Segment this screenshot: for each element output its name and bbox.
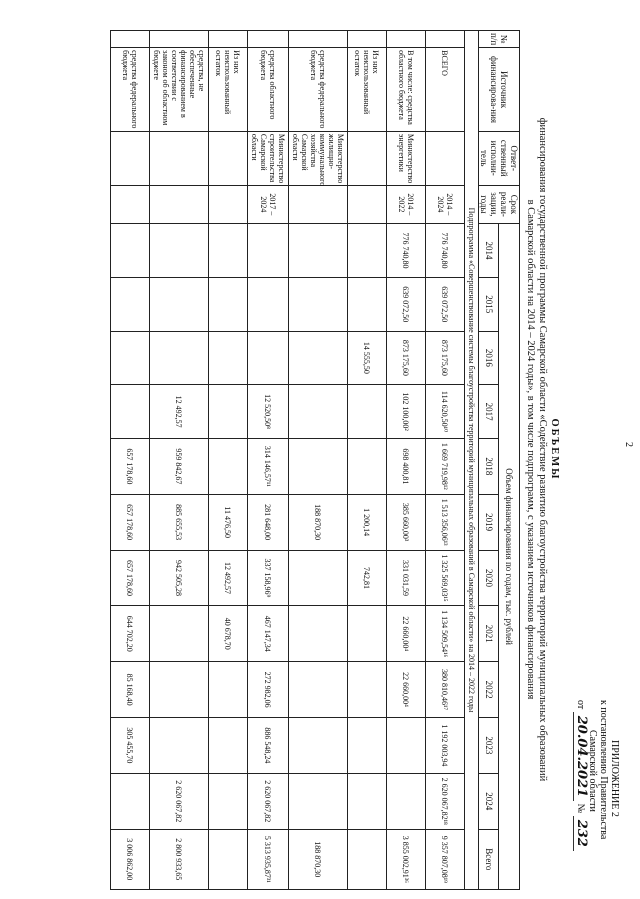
row-value-2022: 22 660,00⁴ <box>387 662 426 718</box>
title-heading: ОБЪЕМЫ <box>549 418 560 481</box>
row-value-2020: 942 505,28 <box>150 550 209 606</box>
row-value-2018: 657 178,60 <box>111 438 150 494</box>
row-value-2023 <box>209 717 248 773</box>
row-period <box>348 185 387 224</box>
row-value-2014 <box>111 224 150 278</box>
row-source: средства федерального бюджета <box>289 48 348 132</box>
row-value-2020 <box>289 550 348 606</box>
header-year: 2018 <box>479 438 500 494</box>
row-period: 2017 – 2024 <box>248 185 289 224</box>
row-total: 5 313 935,87³¹ <box>248 829 289 889</box>
header-year: 2016 <box>479 331 500 385</box>
row-value-2019: 885 655,53 <box>150 494 209 550</box>
row-value-2021 <box>289 606 348 662</box>
row-value-2024: 2 620 067,82 <box>248 773 289 829</box>
row-executor <box>348 131 387 185</box>
row-value-2016 <box>209 331 248 385</box>
table-header-row <box>499 31 520 890</box>
row-value-2023 <box>289 717 348 773</box>
row-value-2016 <box>289 331 348 385</box>
row-value-2022 <box>209 662 248 718</box>
table-body <box>111 31 479 890</box>
row-total: 2 800 933,65 <box>150 829 209 889</box>
row-period <box>209 185 248 224</box>
row-value-2023 <box>348 717 387 773</box>
row-value-2017: 12 492,57 <box>150 385 209 439</box>
row-value-2024: 2 620 067,82 <box>150 773 209 829</box>
row-value-2014: 776 740,80 <box>387 224 426 278</box>
row-value-2018 <box>209 438 248 494</box>
header-year: 2024 <box>479 773 500 829</box>
header-year: 2015 <box>479 277 500 331</box>
row-source: В том числе: средства областного бюджета <box>387 48 426 132</box>
row-value-2023: 1 192 003,94 <box>426 717 465 773</box>
row-value-2021: 467 147,34 <box>248 606 289 662</box>
row-value-2014 <box>209 224 248 278</box>
row-value-2016: 873 175,60 <box>426 331 465 385</box>
row-executor: Министерство строительства Самарской области <box>248 131 289 185</box>
row-value-2018: 959 842,67 <box>150 438 209 494</box>
row-value-2015 <box>150 277 209 331</box>
row-value-2014 <box>289 224 348 278</box>
table-row <box>289 31 348 890</box>
header-year: 2017 <box>479 385 500 439</box>
row-total <box>348 829 387 889</box>
row-value-2022 <box>289 662 348 718</box>
row-value-2023: 305 455,70 <box>111 717 150 773</box>
row-value-2020: 331 031,59 <box>387 550 426 606</box>
subprogram-title: Подпрограмма «Совершенствование системы благоустройства территорий муниципальных образований в Самарской области» на 2014 – 2022 годы <box>465 31 479 890</box>
row-value-2021 <box>348 606 387 662</box>
row-value-2020: 1 325 569,03¹⁵ <box>426 550 465 606</box>
appendix-title: ПРИЛОЖЕНИЕ 2 <box>609 740 620 817</box>
row-value-2024 <box>209 773 248 829</box>
row-value-2015 <box>348 277 387 331</box>
row-value-2019: 385 660,00³ <box>387 494 426 550</box>
header-volume: Объем финансирования по годам, тыс. рублей <box>499 224 520 890</box>
row-value-2015 <box>209 277 248 331</box>
appendix-date-line <box>575 700 587 851</box>
row-value-2024 <box>348 773 387 829</box>
header-executor: Ответ-ственный исполни-тель <box>479 131 520 185</box>
row-period <box>111 185 150 224</box>
row-value-2017: 102 100,00² <box>387 385 426 439</box>
row-period <box>289 185 348 224</box>
row-value-2016: 873 175,60 <box>387 331 426 385</box>
row-value-2014 <box>348 224 387 278</box>
row-value-2021 <box>150 606 209 662</box>
row-value-2014: 776 740,80 <box>426 224 465 278</box>
page-number: 2 <box>623 442 634 447</box>
header-year: 2019 <box>479 494 500 550</box>
table-row <box>209 31 248 890</box>
row-value-2014 <box>248 224 289 278</box>
row-value-2017: 114 620,50¹⁰ <box>426 385 465 439</box>
table-row <box>348 31 387 890</box>
row-source: средства федерального бюджета <box>111 48 150 132</box>
row-number-cell <box>348 31 387 48</box>
row-value-2017: 12 520,50⁸ <box>248 385 289 439</box>
table-row <box>248 31 289 890</box>
number-prefix: № <box>575 803 586 814</box>
date-prefix: от <box>575 700 586 710</box>
document-title <box>524 0 560 899</box>
row-executor: Министерство жилищно-коммунального хозяйства Самарской области <box>289 131 348 185</box>
handwritten-number: 232 <box>573 816 589 851</box>
row-total: 3 006 862,00 <box>111 829 150 889</box>
row-number-cell <box>150 31 209 48</box>
table-row <box>150 31 209 890</box>
header-year: 2023 <box>479 717 500 773</box>
row-value-2017 <box>289 385 348 439</box>
header-year: 2020 <box>479 550 500 606</box>
row-value-2016 <box>111 331 150 385</box>
row-value-2021: 22 660,00⁴ <box>387 606 426 662</box>
row-source: Из них неиспользованный остаток <box>209 48 248 132</box>
header-number: № п/п <box>479 31 520 48</box>
row-value-2018 <box>348 438 387 494</box>
subprogram-row <box>465 31 479 890</box>
row-executor <box>426 131 465 185</box>
row-number-cell <box>248 31 289 48</box>
row-value-2016 <box>248 331 289 385</box>
row-value-2015 <box>289 277 348 331</box>
row-value-2020: 337 158,96⁹ <box>248 550 289 606</box>
row-source: средства областного бюджета <box>248 48 289 132</box>
row-value-2015 <box>248 277 289 331</box>
header-period: Срок реали-зации, годы <box>479 185 520 224</box>
row-value-2018 <box>289 438 348 494</box>
row-value-2022: 85 168,40 <box>111 662 150 718</box>
header-total: Всего <box>479 829 500 889</box>
row-total <box>209 829 248 889</box>
row-value-2017 <box>111 385 150 439</box>
row-value-2015 <box>111 277 150 331</box>
row-value-2020: 657 178,60 <box>111 550 150 606</box>
title-line1: финансирования государственной программы Самарской области «Содействие развитию благоустройства территорий муниципальных образований <box>537 117 548 782</box>
row-value-2019: 1 200,14 <box>348 494 387 550</box>
row-value-2023 <box>387 717 426 773</box>
row-number-cell <box>209 31 248 48</box>
row-total: 3 855 002,91³⁶ <box>387 829 426 889</box>
row-value-2015: 639 072,50 <box>426 277 465 331</box>
row-value-2023: 886 548,24 <box>248 717 289 773</box>
handwritten-date: 20.04.2021 <box>573 712 589 801</box>
row-value-2020: 742,81 <box>348 550 387 606</box>
row-value-2021: 1 134 509,54¹⁶ <box>426 606 465 662</box>
row-period: 2014 – 2022 <box>387 185 426 224</box>
row-value-2019: 188 870,30 <box>289 494 348 550</box>
row-value-2022 <box>348 662 387 718</box>
row-executor: Министерство энергетики <box>387 131 426 185</box>
title-line2: в Самарской области на 2014 – 2024 годы», в том числе подпрограмм, с указанием источников финансирования <box>525 199 536 700</box>
row-value-2021: 644 702,20 <box>111 606 150 662</box>
row-value-2020: 12 492,57 <box>209 550 248 606</box>
row-number-cell <box>387 31 426 48</box>
row-value-2024 <box>387 773 426 829</box>
row-value-2017 <box>209 385 248 439</box>
row-total: 9 357 807,08¹⁹ <box>426 829 465 889</box>
row-source: средства, не обеспеченные финансированием в соответствии с законом об областном бюджете <box>150 48 209 132</box>
row-value-2022 <box>150 662 209 718</box>
row-period: 2014 – 2024 <box>426 185 465 224</box>
row-total: 188 870,30 <box>289 829 348 889</box>
row-executor <box>111 131 150 185</box>
row-value-2017 <box>348 385 387 439</box>
appendix-block <box>575 700 620 851</box>
row-value-2015: 639 072,50 <box>387 277 426 331</box>
row-value-2019: 1 513 356,06¹³ <box>426 494 465 550</box>
row-number-cell <box>426 31 465 48</box>
row-value-2019: 11 476,50 <box>209 494 248 550</box>
row-value-2019: 657 178,60 <box>111 494 150 550</box>
row-value-2022: 380 810,46¹⁷ <box>426 662 465 718</box>
row-value-2024 <box>111 773 150 829</box>
row-value-2014 <box>150 224 209 278</box>
row-value-2021: 40 678,70 <box>209 606 248 662</box>
row-value-2018: 1 669 719,98¹² <box>426 438 465 494</box>
row-value-2024: 2 620 067,82¹⁸ <box>426 773 465 829</box>
header-source: Источник финансирова-ния <box>479 48 520 132</box>
row-source: Из них неиспользованный остаток <box>348 48 387 132</box>
table-row <box>426 31 465 890</box>
header-year: 2014 <box>479 224 500 278</box>
row-number-cell <box>289 31 348 48</box>
appendix-line2: к постановлению Правительства <box>598 700 609 840</box>
row-number-cell <box>111 31 150 48</box>
row-value-2018: 698 400,81 <box>387 438 426 494</box>
row-value-2016 <box>150 331 209 385</box>
header-year: 2022 <box>479 662 500 718</box>
row-value-2023 <box>150 717 209 773</box>
row-executor <box>209 131 248 185</box>
financing-table <box>110 30 520 890</box>
row-period <box>150 185 209 224</box>
row-value-2018: 314 146,57¹¹ <box>248 438 289 494</box>
header-year: 2021 <box>479 606 500 662</box>
row-value-2022: 272 982,06 <box>248 662 289 718</box>
row-executor <box>150 131 209 185</box>
table-row <box>387 31 426 890</box>
row-value-2019: 281 648,00 <box>248 494 289 550</box>
row-source: ВСЕГО <box>426 48 465 132</box>
row-value-2024 <box>289 773 348 829</box>
table-row <box>111 31 150 890</box>
row-value-2016: 14 555,50 <box>348 331 387 385</box>
appendix-line3: Самарской области <box>587 730 598 812</box>
